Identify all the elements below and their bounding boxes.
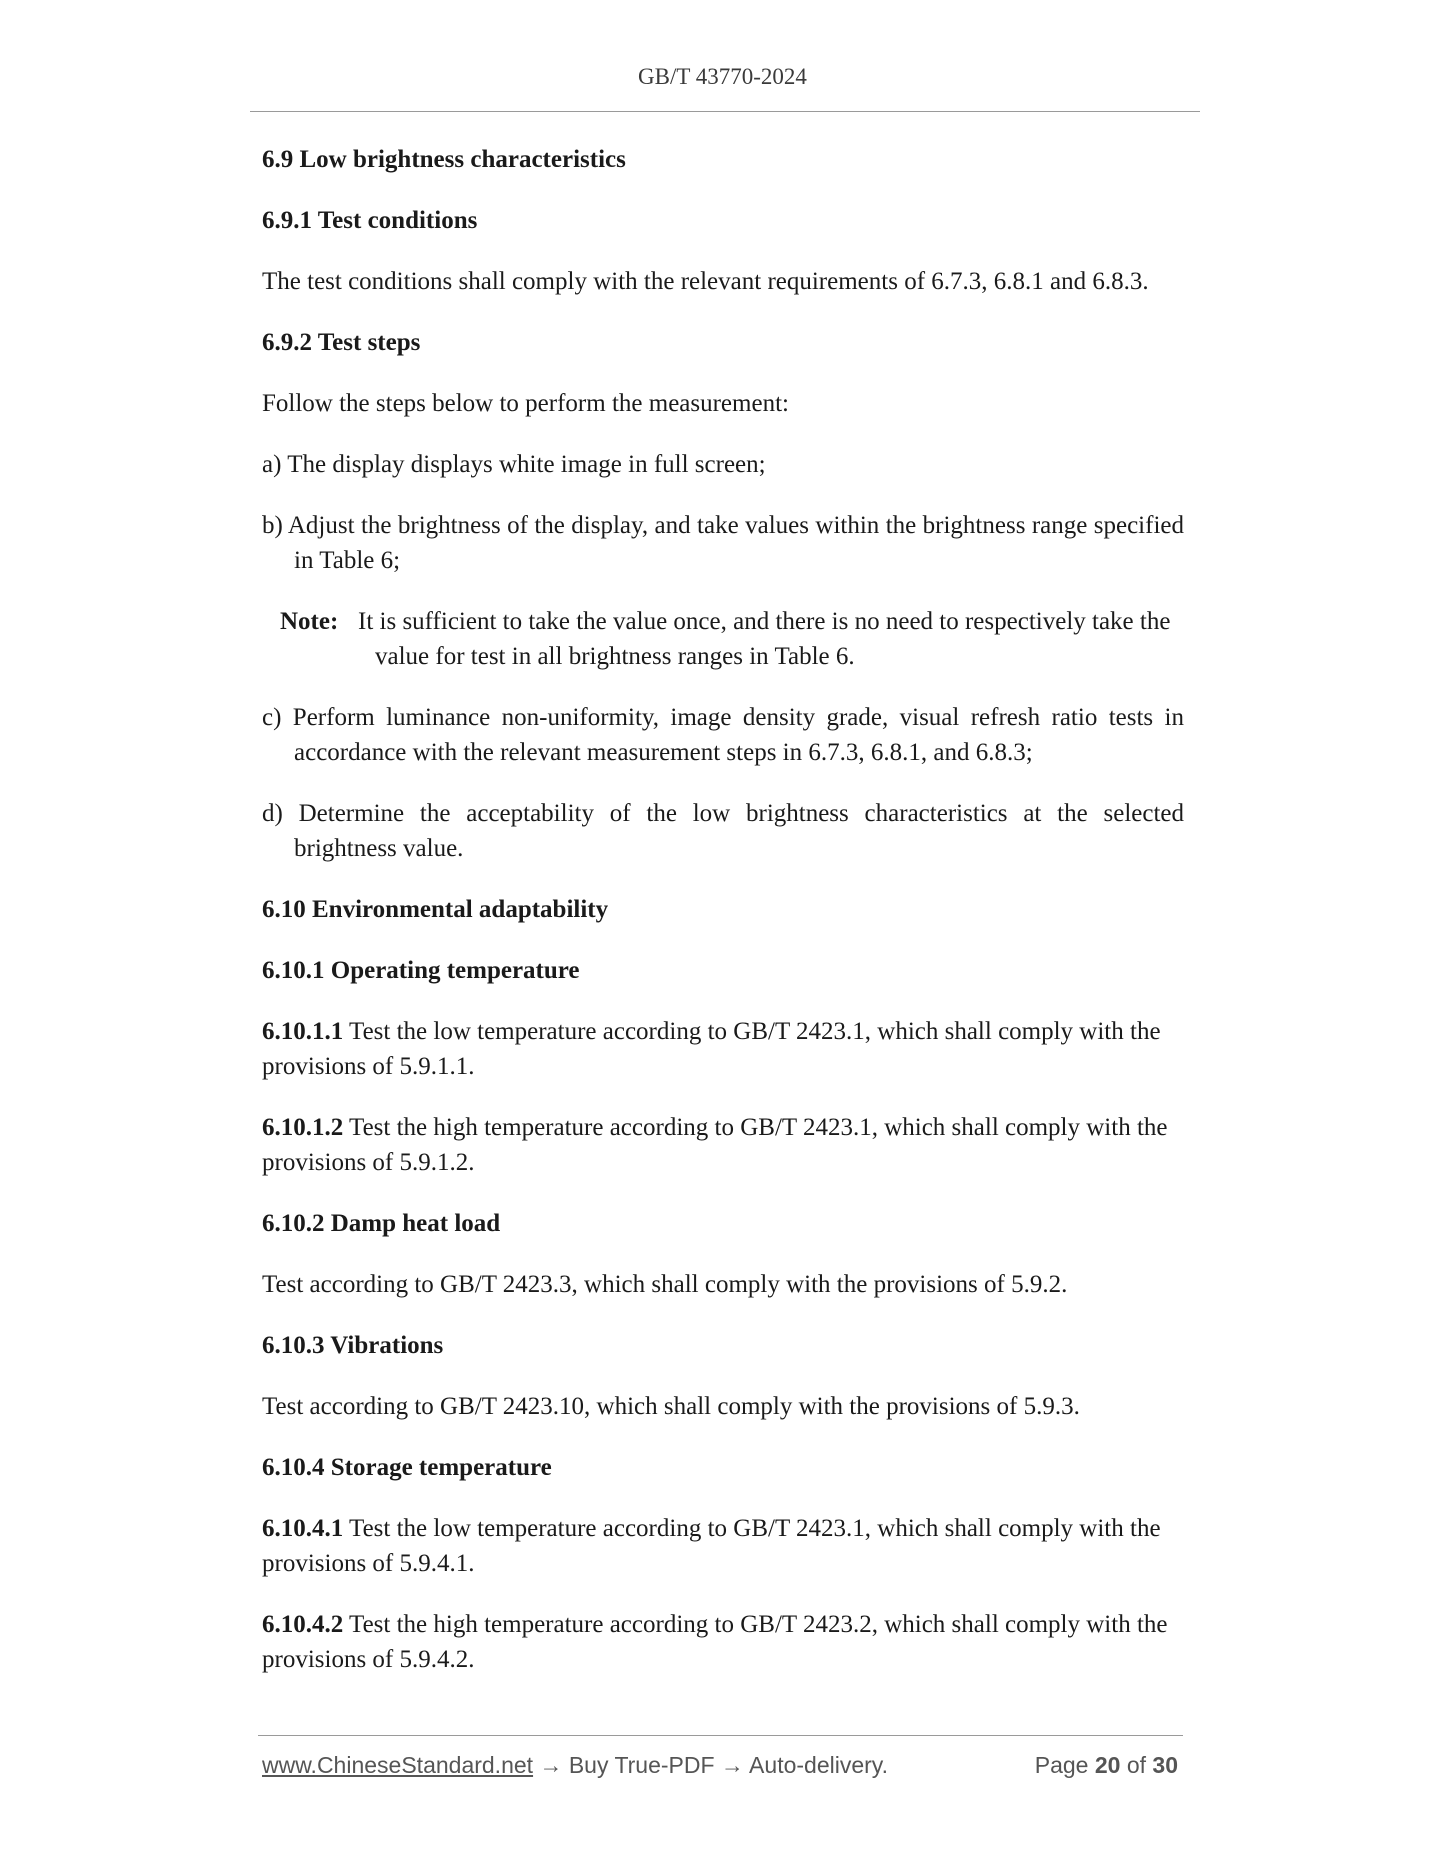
page-total: 30 [1152, 1752, 1178, 1778]
heading-6-9-1: 6.9.1 Test conditions [262, 207, 478, 234]
test-conditions-text: The test conditions shall comply with the relevant requirements of 6.7.3, 6.8.1 and 6.8.3. [262, 268, 1149, 295]
document-body [262, 142, 1202, 1703]
heading-6-10-3: 6.10.3 Vibrations [262, 1332, 444, 1359]
clause-6-10-1-2 [262, 1110, 1202, 1180]
heading-6-10-4: 6.10.4 Storage temperature [262, 1454, 552, 1481]
heading-6-9: 6.9 Low brightness characteristics [262, 146, 626, 173]
step-b: b) Adjust the brightness of the display, and take values within the brightness range specified in Table 6; [262, 512, 1184, 574]
clause-number: 6.10.4.1 [262, 1515, 344, 1542]
website-link[interactable]: www.ChineseStandard.net [262, 1752, 534, 1778]
step-a: a) The display displays white image in full screen; [262, 451, 766, 478]
clause-6-10-4-2 [262, 1607, 1202, 1677]
clause-text: Test the high temperature according to GB/T 2423.1, which shall comply with the provisions of 5.9.1.2. [262, 1114, 1168, 1176]
header-divider [250, 111, 1200, 112]
note-text: It is sufficient to take the value once, and there is no need to respectively take the value for test in all brightness ranges in Table 6. [358, 608, 1171, 670]
clause-text: Test the low temperature according to GB/T 2423.1, which shall comply with the provisions of 5.9.4.1. [262, 1515, 1161, 1577]
heading-6-10-1: 6.10.1 Operating temperature [262, 957, 580, 984]
page-current: 20 [1094, 1752, 1121, 1778]
page-label: Page [1034, 1752, 1089, 1778]
clause-number: 6.10.1.2 [262, 1114, 344, 1141]
footer-promo [262, 1752, 888, 1779]
test-steps-intro: Follow the steps below to perform the measurement: [262, 390, 789, 417]
step-d: d) Determine the acceptability of the low brightness characteristics at the selected brightness value. [262, 800, 1184, 862]
page-of: of [1126, 1752, 1147, 1778]
page-indicator [1035, 1752, 1178, 1779]
clause-text: Test the low temperature according to GB/T 2423.1, which shall comply with the provisions of 5.9.1.1. [262, 1018, 1161, 1080]
note [280, 604, 1200, 674]
step-c: c) Perform luminance non-uniformity, image density grade, visual refresh ratio tests in accordance with the relevant measurement steps in 6.7.3, 6.8.1, and 6.8.3; [262, 704, 1184, 766]
note-label: Note: [280, 608, 339, 635]
damp-heat-text: Test according to GB/T 2423.3, which shall comply with the provisions of 5.9.2. [262, 1271, 1068, 1298]
clause-6-10-4-1 [262, 1511, 1202, 1581]
footer-divider [258, 1735, 1183, 1736]
page-header: GB/T 43770-2024 [638, 64, 807, 89]
clause-text: Test the high temperature according to GB/T 2423.2, which shall comply with the provisions of 5.9.4.2. [262, 1611, 1168, 1673]
clause-number: 6.10.1.1 [262, 1018, 344, 1045]
page-footer [262, 1752, 1182, 1784]
vibrations-text: Test according to GB/T 2423.10, which shall comply with the provisions of 5.9.3. [262, 1393, 1080, 1420]
clause-6-10-1-1 [262, 1014, 1202, 1084]
clause-number: 6.10.4.2 [262, 1611, 344, 1638]
heading-6-9-2: 6.9.2 Test steps [262, 329, 421, 356]
heading-6-10-2: 6.10.2 Damp heat load [262, 1210, 501, 1237]
heading-6-10: 6.10 Environmental adaptability [262, 896, 609, 923]
footer-tagline: → Buy True-PDF → Auto-delivery. [533, 1752, 888, 1778]
